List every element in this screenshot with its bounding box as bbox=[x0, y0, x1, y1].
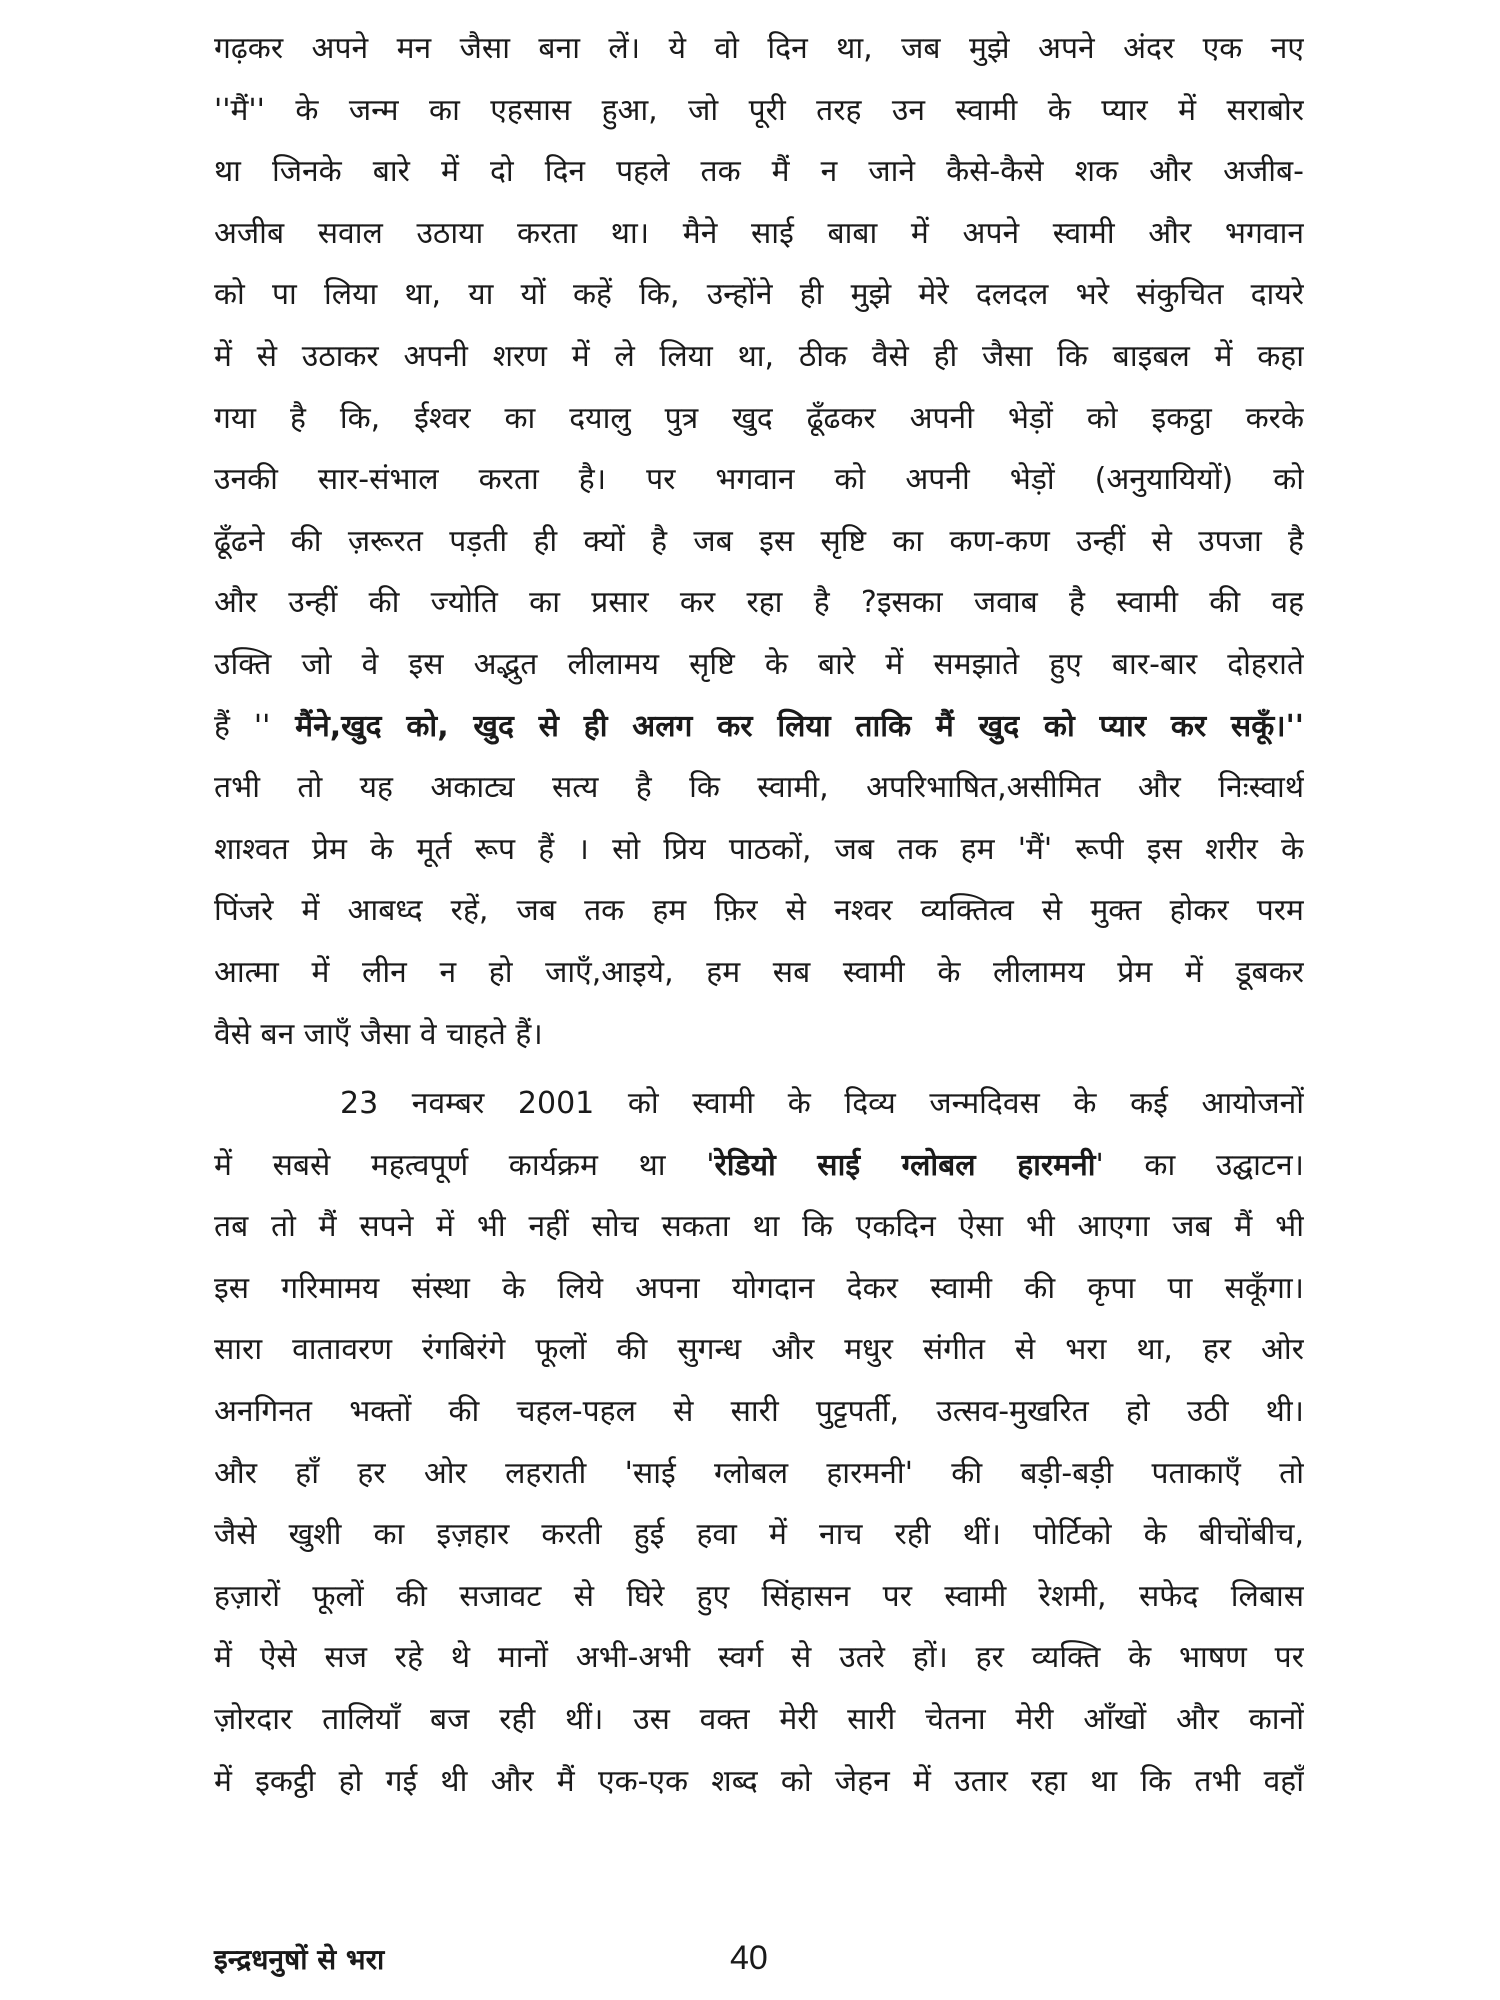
text-line: और हाँ हर ओर लहराती 'साई ग्लोबल हारमनी' की बड़ी-बड़ी पताकाएँ तो bbox=[214, 1455, 1304, 1491]
text-line: ज़ोरदार तालियाँ बज रही थीं। उस वक्त मेरी सारी चेतना मेरी आँखों और कानों bbox=[214, 1702, 1304, 1738]
text-line: इस गरिमामय संस्था के लिये अपना योगदान देकर स्वामी की कृपा पा सकूँगा। bbox=[214, 1270, 1304, 1306]
text-line: ढूँढने की ज़रूरत पड़ती ही क्यों है जब इस सृष्टि का कण-कण उन्हीं से उपजा है bbox=[214, 523, 1304, 559]
text-line: तभी तो यह अकाट्य सत्य है कि स्वामी, अपरिभाषित,असीमित और निःस्वार्थ bbox=[214, 770, 1304, 806]
text-line: गया है कि, ईश्वर का दयालु पुत्र खुद ढूँढकर अपनी भेड़ों को इकट्ठा करके bbox=[214, 400, 1304, 436]
text-line: आत्मा में लीन न हो जाएँ,आइये, हम सब स्वामी के लीलामय प्रेम में डूबकर bbox=[214, 954, 1304, 990]
text-line: और उन्हीं की ज्योति का प्रसार कर रहा है ?इसका जवाब है स्वामी की वह bbox=[214, 585, 1304, 621]
text-line: में ऐसे सज रहे थे मानों अभी-अभी स्वर्ग से उतरे हों। हर व्यक्ति के भाषण पर bbox=[214, 1640, 1304, 1676]
text-line: था जिनके बारे में दो दिन पहले तक मैं न जाने कैसे-कैसे शक और अजीब- bbox=[214, 154, 1304, 190]
text-line: गढ़कर अपने मन जैसा बना लें। ये वो दिन था, जब मुझे अपने अंदर एक नए bbox=[214, 31, 1304, 66]
text-line: उक्ति जो वे इस अद्भुत लीलामय सृष्टि के बारे में समझाते हुए बार-बार दोहराते bbox=[214, 646, 1304, 682]
line-prefix: में सबसे महत्वपूर्ण कार्यक्रम था ' bbox=[214, 1147, 715, 1183]
text-line: में इकट्ठी हो गई थी और मैं एक-एक शब्द को जेहन में उतार रहा था कि तभी वहाँ bbox=[214, 1763, 1304, 1799]
text-line: को पा लिया था, या यों कहें कि, उन्होंने ही मुझे मेरे दलदल भरे संकुचित दायरे bbox=[214, 277, 1304, 313]
text-line: वैसे बन जाएँ जैसा वे चाहते हैं। bbox=[214, 1016, 543, 1052]
line-suffix: ' का उद्घाटन। bbox=[1095, 1147, 1304, 1183]
page-body bbox=[214, 18, 1304, 1812]
book-title: इन्द्रधनुषों से भरा bbox=[214, 1943, 385, 1976]
quote-prefix: हैं '' bbox=[214, 708, 271, 744]
text-line: अनगिनत भक्तों की चहल-पहल से सारी पुट्टपर्ती, उत्सव-मुखरित हो उठी थी। bbox=[214, 1394, 1304, 1430]
paragraph-2 bbox=[214, 1073, 1304, 1812]
bold-program-name: रेडियो साई ग्लोबल हारमनी bbox=[714, 1147, 1096, 1183]
text-line: जैसे खुशी का इज़हार करती हुई हवा में नाच रही थीं। पोर्टिको के बीचोंबीच, bbox=[214, 1517, 1304, 1553]
text-line: ''मैं'' के जन्म का एहसास हुआ, जो पूरी तरह उन स्वामी के प्यार में सराबोर bbox=[214, 92, 1304, 128]
text-line: हज़ारों फूलों की सजावट से घिरे हुए सिंहासन पर स्वामी रेशमी, सफेद लिबास bbox=[214, 1578, 1304, 1614]
quote-suffix: '' bbox=[1285, 708, 1304, 744]
quote-line bbox=[214, 696, 1304, 758]
text-line: शाश्वत प्रेम के मूर्त रूप हैं । सो प्रिय पाठकों, जब तक हम 'मैं' रूपी इस शरीर के bbox=[214, 831, 1304, 867]
text-line: उनकी सार-संभाल करता है। पर भगवान को अपनी भेड़ों (अनुयायियों) को bbox=[214, 462, 1304, 498]
paragraph-1 bbox=[214, 18, 1304, 1065]
page-number: 40 bbox=[730, 1939, 768, 1977]
text-line: तब तो मैं सपने में भी नहीं सोच सकता था कि एकदिन ऐसा भी आएगा जब मैं भी bbox=[214, 1209, 1304, 1245]
bold-quote: मैंने,खुद को, खुद से ही अलग कर लिया ताकि मैं खुद को प्यार कर सकूँ। bbox=[270, 708, 1286, 744]
text-line: अजीब सवाल उठाया करता था। मैने साई बाबा में अपने स्वामी और भगवान bbox=[214, 215, 1304, 251]
text-line-with-bold bbox=[214, 1135, 1304, 1197]
text-line: सारा वातावरण रंगबिरंगे फूलों की सुगन्ध और मधुर संगीत से भरा था, हर ओर bbox=[214, 1332, 1304, 1368]
text-line: में से उठाकर अपनी शरण में ले लिया था, ठीक वैसे ही जैसा कि बाइबल में कहा bbox=[214, 338, 1304, 374]
text-line: 23 नवम्बर 2001 को स्वामी के दिव्य जन्मदिवस के कई आयोजनों bbox=[340, 1086, 1304, 1122]
text-line: पिंजरे में आबध्द रहें, जब तक हम फ़िर से नश्वर व्यक्तित्व से मुक्त होकर परम bbox=[214, 893, 1304, 929]
